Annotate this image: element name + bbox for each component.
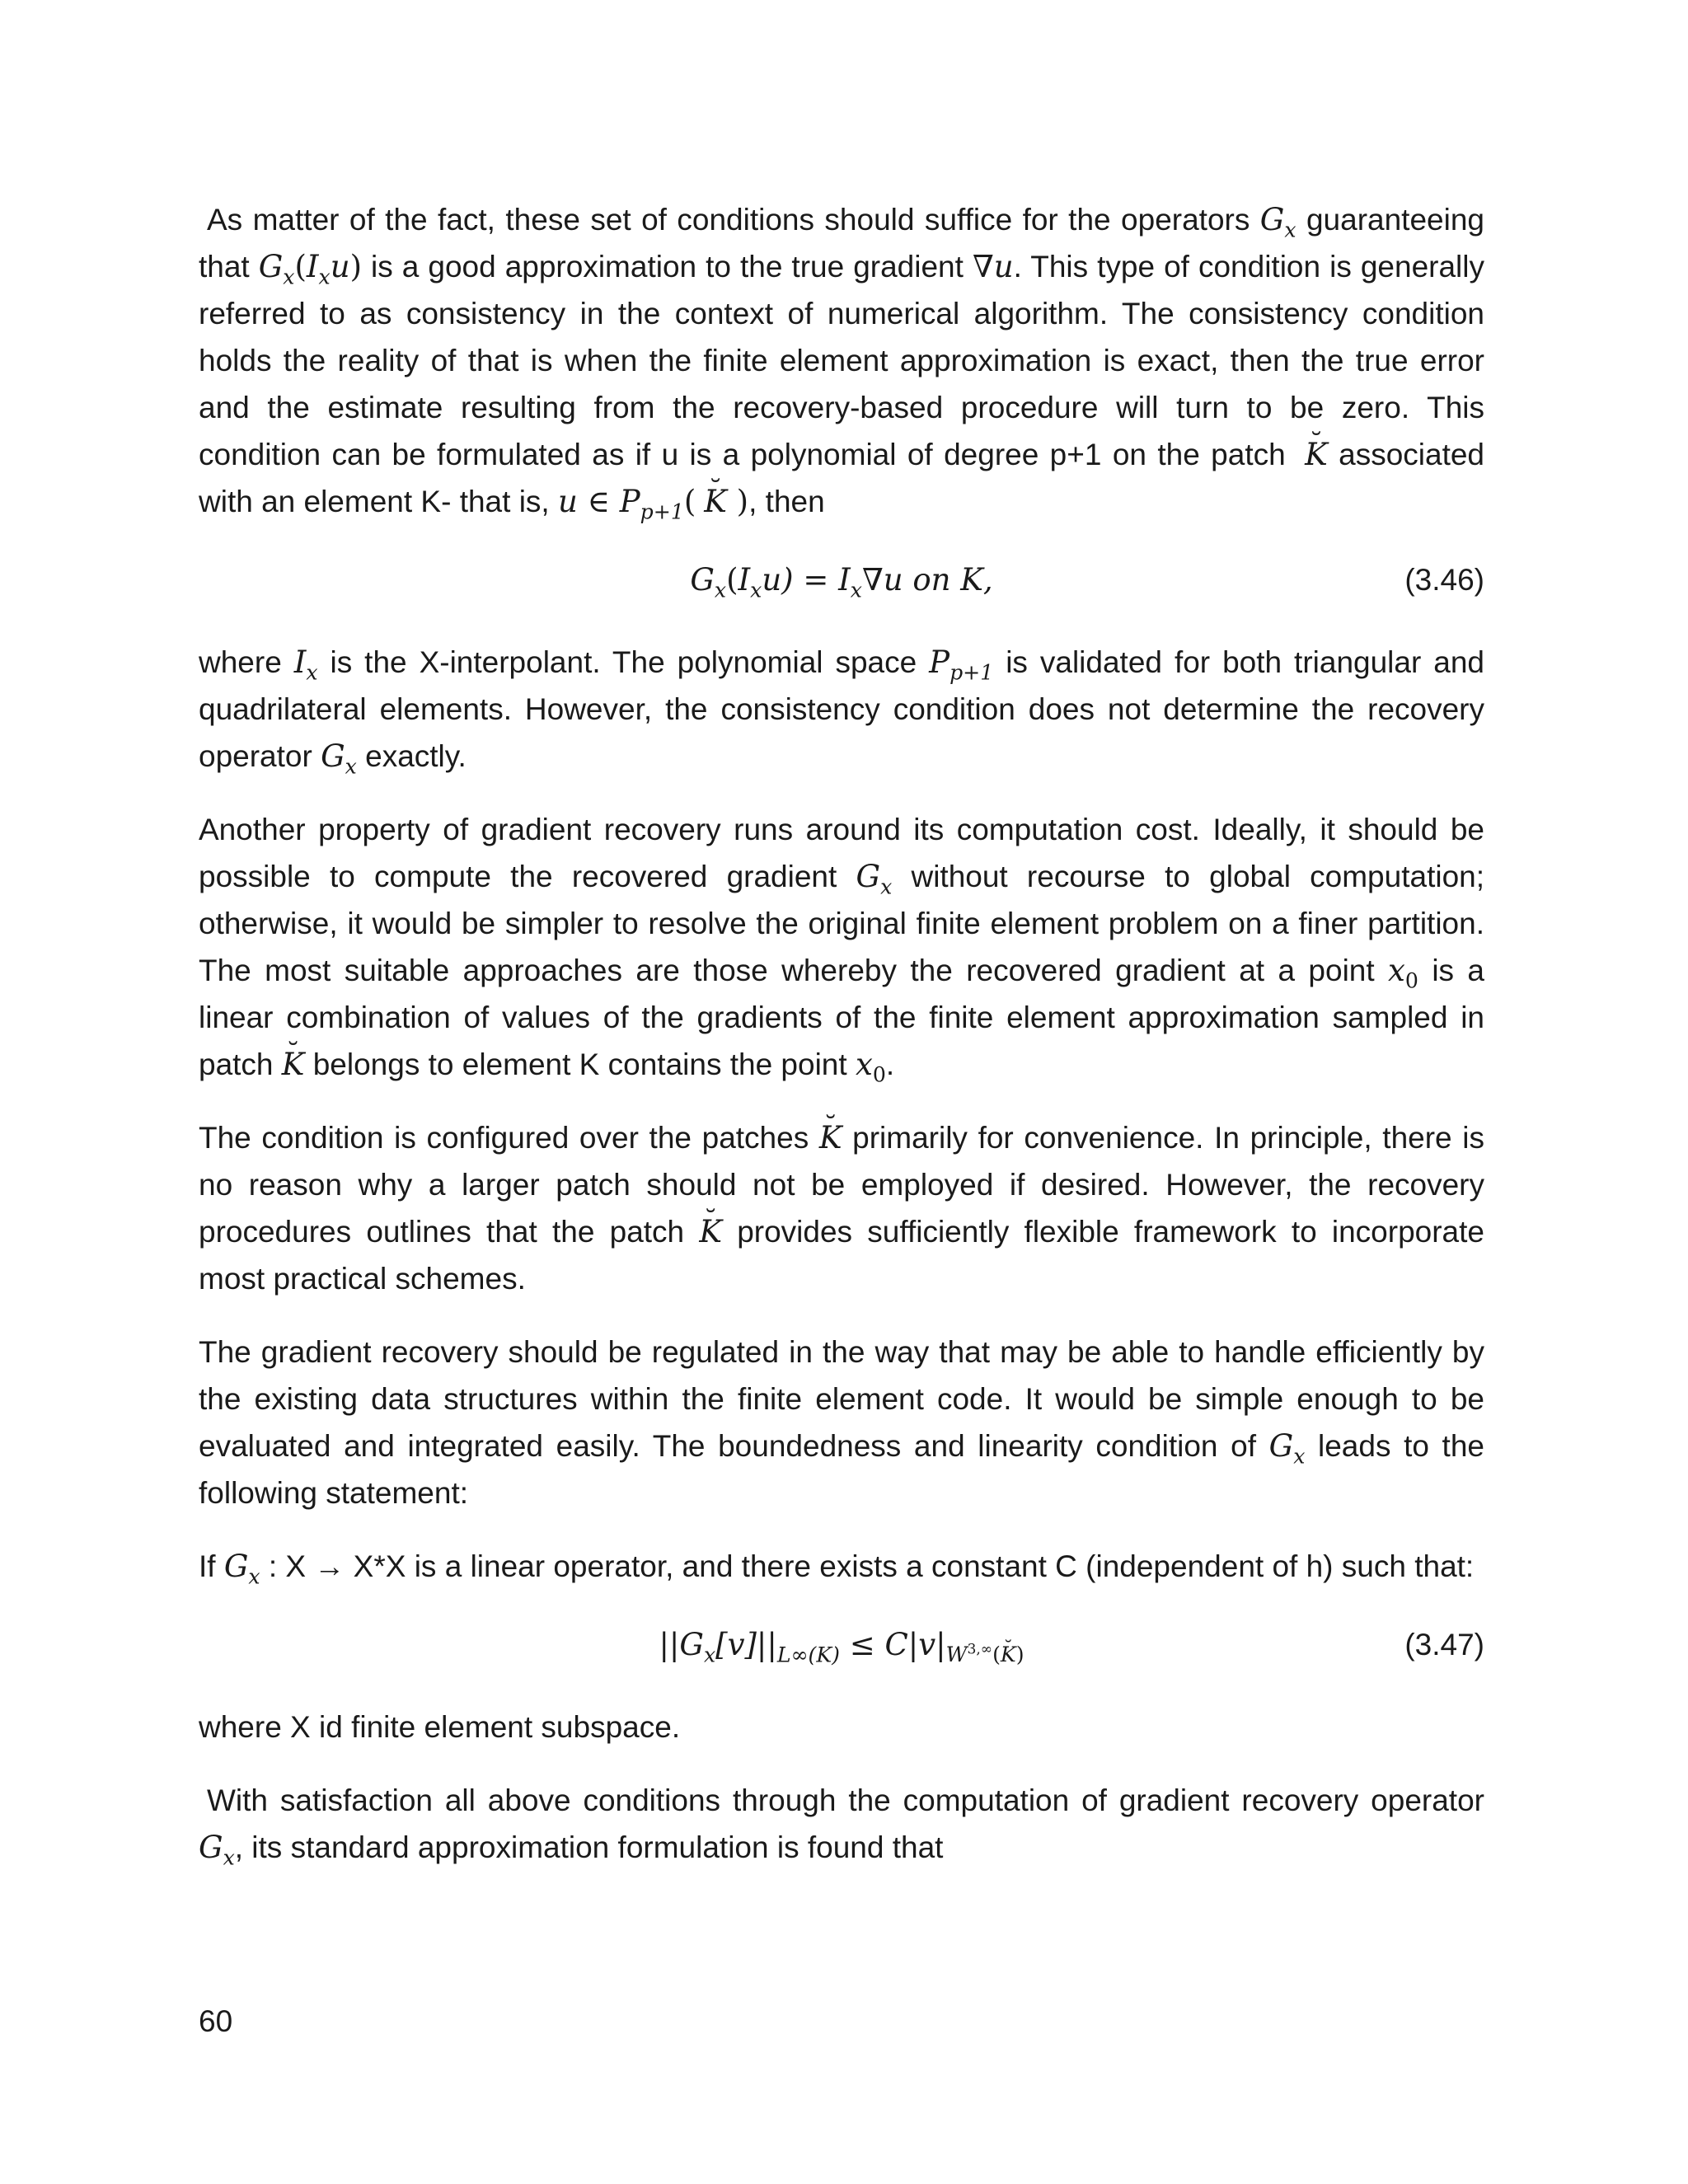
math-gx: $G_x$ [1268, 1428, 1306, 1469]
equation-3-46 [199, 551, 1484, 609]
text: associated with an element K- that is, [199, 438, 1485, 518]
text: , then [748, 485, 825, 518]
paragraph-consistency [199, 196, 1484, 525]
paragraph-data-structures: The gradient recovery should be regulated in the way that may be able to handle efficiently by the existing data structures within the finite element code. It would be simple enough to be evaluated and integrated easily. The boundedness and linearity condition of $G_x$ leads to the following statement: [199, 1335, 1484, 1510]
math-x0: $x_0$ [1388, 953, 1418, 993]
math-gx: $G_x$ [321, 738, 357, 779]
math-gx: $G_x$ [223, 1549, 260, 1589]
paragraph-linear-operator: If $G_x$ : X → X*X is a linear operator, and there exists a constant C (independent of h) such that: [199, 1549, 1475, 1589]
math-k-patch: ˘ K [819, 1114, 842, 1161]
page-content [199, 196, 1484, 1897]
text: As matter of the fact, these set of conditions should suffice for the operators [207, 203, 1260, 237]
paragraph-standard-approximation: With satisfaction all above conditions through the computation of gradient recovery operator $G_x$, its standard approximation formulation is found that [199, 1783, 1484, 1870]
equation-number: (3.47) [1404, 1628, 1484, 1661]
math-k-patch: ˘ K [282, 1041, 305, 1088]
math-k-patch: ˘ K [699, 1208, 722, 1255]
math-k-patch: ˘ K [1296, 431, 1328, 478]
equation-body: $||G_x[v]||_{L\infty(K)} \le C|v|_{W^{3,\infty}(K)}$ [659, 1627, 1025, 1667]
math-ix: $I_x$ [293, 644, 318, 685]
math-u-in-p: u ∈ $P_{p+1}(˘$ K ) [558, 484, 748, 519]
math-gx: $G_x$ [199, 1830, 235, 1870]
paragraph-patches: The condition is configured over the patches ˘ K primarily for convenience. In principle, there is no reason why a larger patch should not be employed if desired. However, the recovery procedures outlines that the patch ˘ K provides sufficiently flexible framework to incorporate most practical schemes. [199, 1114, 1484, 1302]
math-gx: $G_x$ [1259, 202, 1296, 242]
math-gx: $G_x$ [856, 859, 893, 899]
equation-3-47 [199, 1616, 1484, 1674]
math-x0: $x_0$ [855, 1047, 886, 1087]
math-gx-ixu: $G_x(I_xu)$ [258, 249, 363, 289]
paragraph-subspace: where X id finite element subspace. [199, 1710, 681, 1744]
equation-body: $G_x(I_xu) = I_x\nabla u$ on K, [690, 562, 993, 602]
math-p-p1: $P_{p+1}$ [929, 644, 994, 685]
text: . This type of condition is generally referred to as consistency in the context of numerical algorithm. The consistency condition holds the reality of that is when the finite element approximation is exact, then the true error and the estimate resulting from the recovery-based procedure will turn to be zero. This condition can be formulated as if u is a polynomial of degree p+1 on the patch [199, 250, 1484, 471]
paragraph-interpolant: where $I_x$ is the X-interpolant. The polynomial space $P_{p+1}$ is validated for both triangular and quadrilateral elements. However, the consistency condition does not determine the recovery operator $G_x$ exactly. [199, 644, 1484, 779]
math-nabla-u: ∇u [972, 249, 1014, 284]
text: guaranteeing that [199, 203, 1484, 284]
paragraph-computation-cost: Another property of gradient recovery runs around its computation cost. Ideally, it should be possible to compute the recovered gradient $G_x$ without recourse to global computation; otherwise, it would be simpler to resolve the original finite element problem on a finer partition. The most suitable approaches are those whereby the recovered gradient at a point $x_0$ is a linear combination of values of the gradients of the finite element approximation sampled in patch ˘ K belongs to element K contains the point $x_0$. [199, 806, 1484, 1088]
text: is a good approximation to the true gradient [362, 250, 973, 284]
equation-number: (3.46) [1404, 563, 1484, 597]
page-number: 60 [199, 2004, 233, 2038]
